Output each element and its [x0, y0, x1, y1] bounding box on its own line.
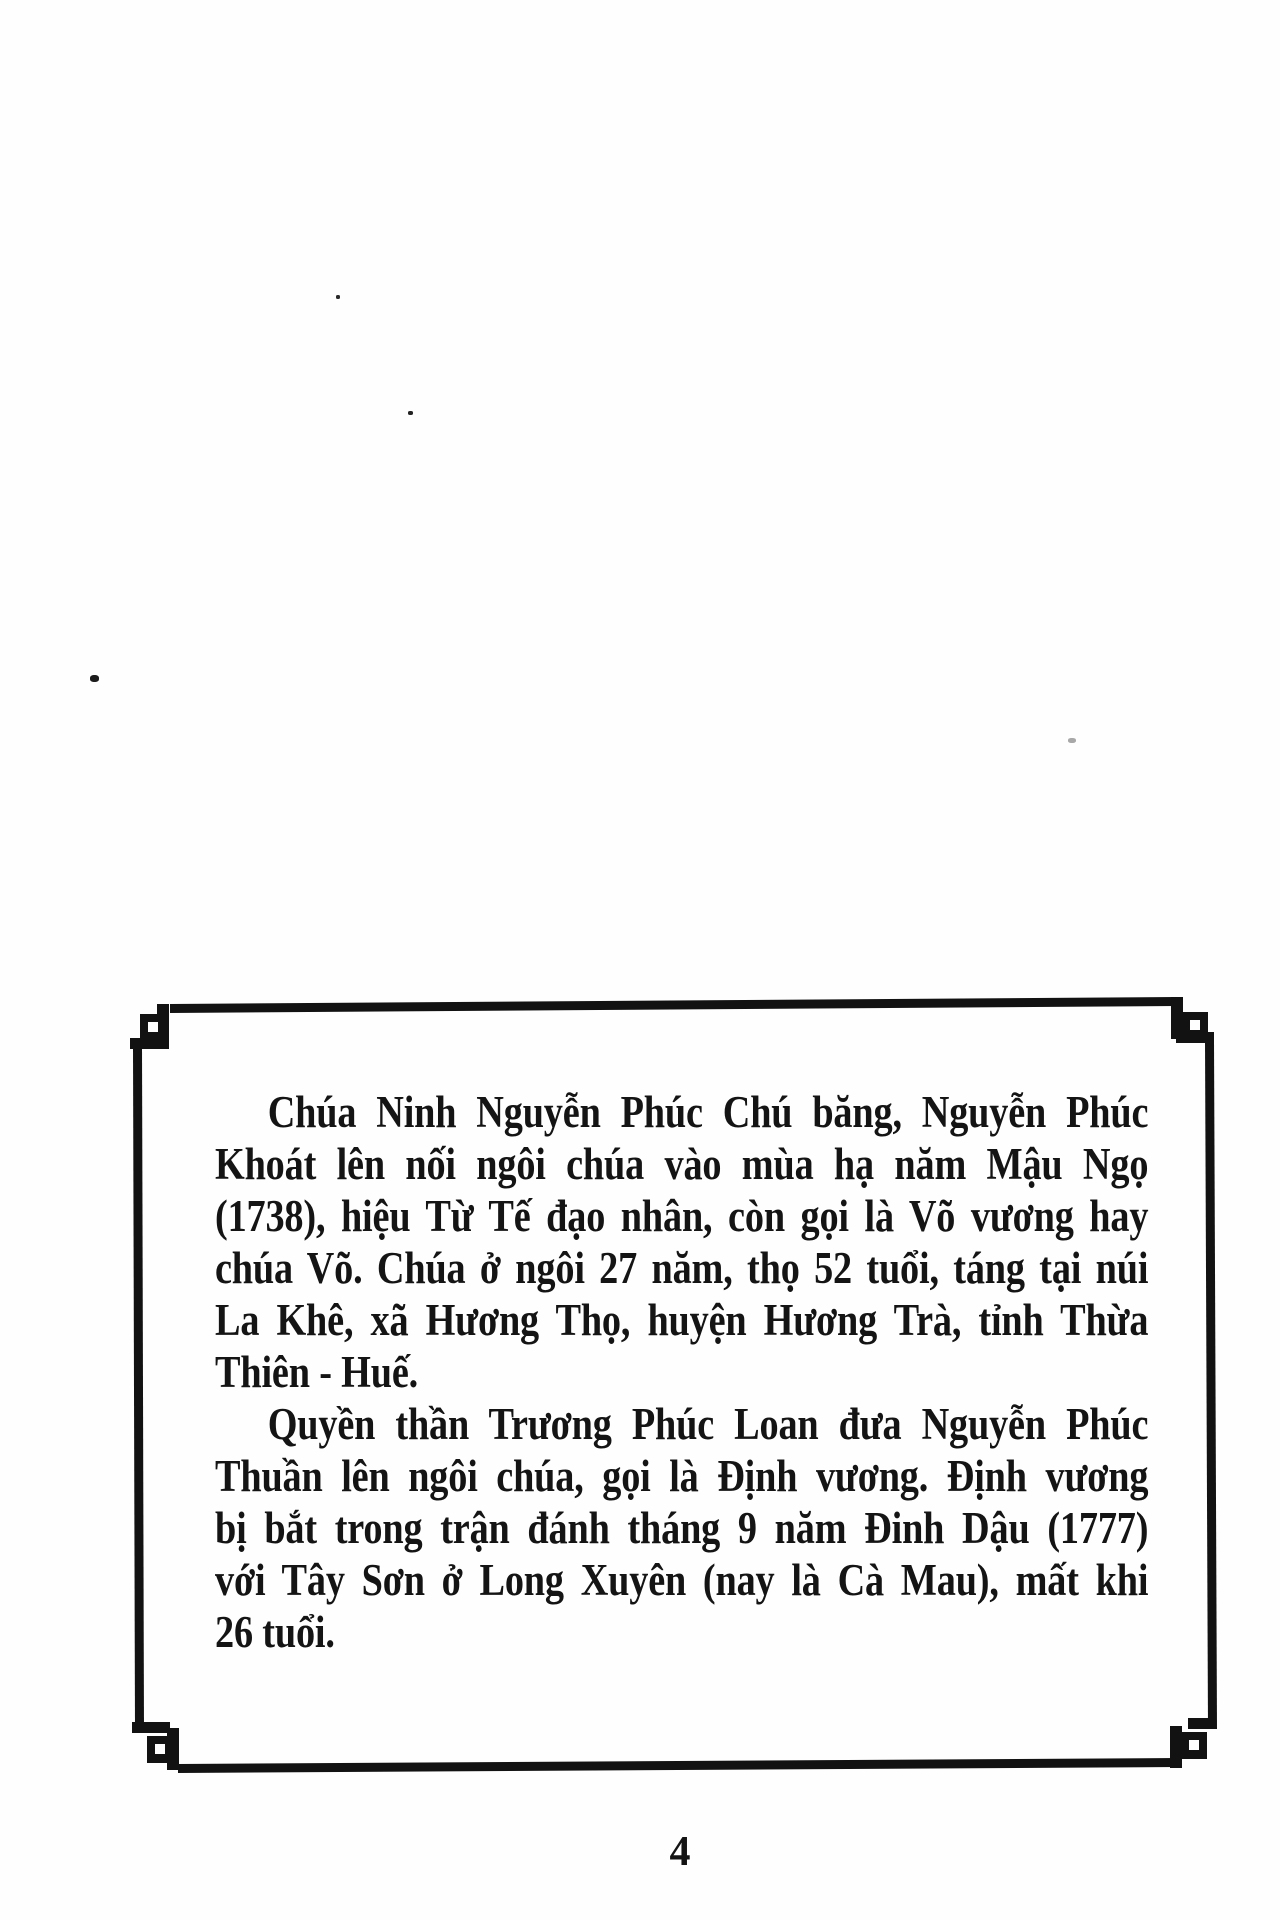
text-line: (1738), hiệu Từ Tế đạo nhân, còn gọi là Võ vương hay: [215, 1191, 1149, 1241]
text-line: Chúa Ninh Nguyễn Phúc Chú băng, Nguyễn Phúc: [267, 1087, 1149, 1137]
scan-speck: [408, 411, 413, 415]
frame-top-edge: [170, 997, 1176, 1013]
frame-corner-bottom-right: [1170, 1718, 1215, 1768]
frame-bottom-edge: [178, 1758, 1178, 1773]
text-line: Thiên - Huế.: [215, 1347, 419, 1397]
scan-speck: [336, 295, 340, 299]
text-line: 26 tuổi.: [215, 1607, 335, 1657]
scan-speck: [90, 675, 99, 682]
text-line: La Khê, xã Hương Thọ, huyện Hương Trà, tỉnh Thừa: [215, 1295, 1149, 1345]
text-line: Khoát lên nối ngôi chúa vào mùa hạ năm Mậu Ngọ: [215, 1139, 1149, 1189]
frame-corner-top-left: [130, 1004, 169, 1049]
text-line: bị bắt trong trận đánh tháng 9 năm Đinh Dậu (1777): [215, 1503, 1149, 1553]
text-line: chúa Võ. Chúa ở ngôi 27 năm, thọ 52 tuổi, táng tại núi: [215, 1243, 1149, 1293]
text-line: với Tây Sơn ở Long Xuyên (nay là Cà Mau), mất khi: [215, 1555, 1149, 1605]
frame-corner-bottom-left: [132, 1722, 179, 1770]
text-line: Quyền thần Trương Phúc Loan đưa Nguyễn Phúc: [267, 1399, 1149, 1449]
framed-text-block: [215, 1086, 1148, 1658]
frame-right-edge: [1205, 1041, 1217, 1729]
frame-corner-top-right: [1171, 997, 1214, 1043]
text-line: Thuần lên ngôi chúa, gọi là Định vương. Định vương: [215, 1451, 1149, 1501]
page-number: 4: [669, 1829, 691, 1875]
scan-speck: [1068, 738, 1076, 743]
frame-left-edge: [133, 1047, 144, 1732]
